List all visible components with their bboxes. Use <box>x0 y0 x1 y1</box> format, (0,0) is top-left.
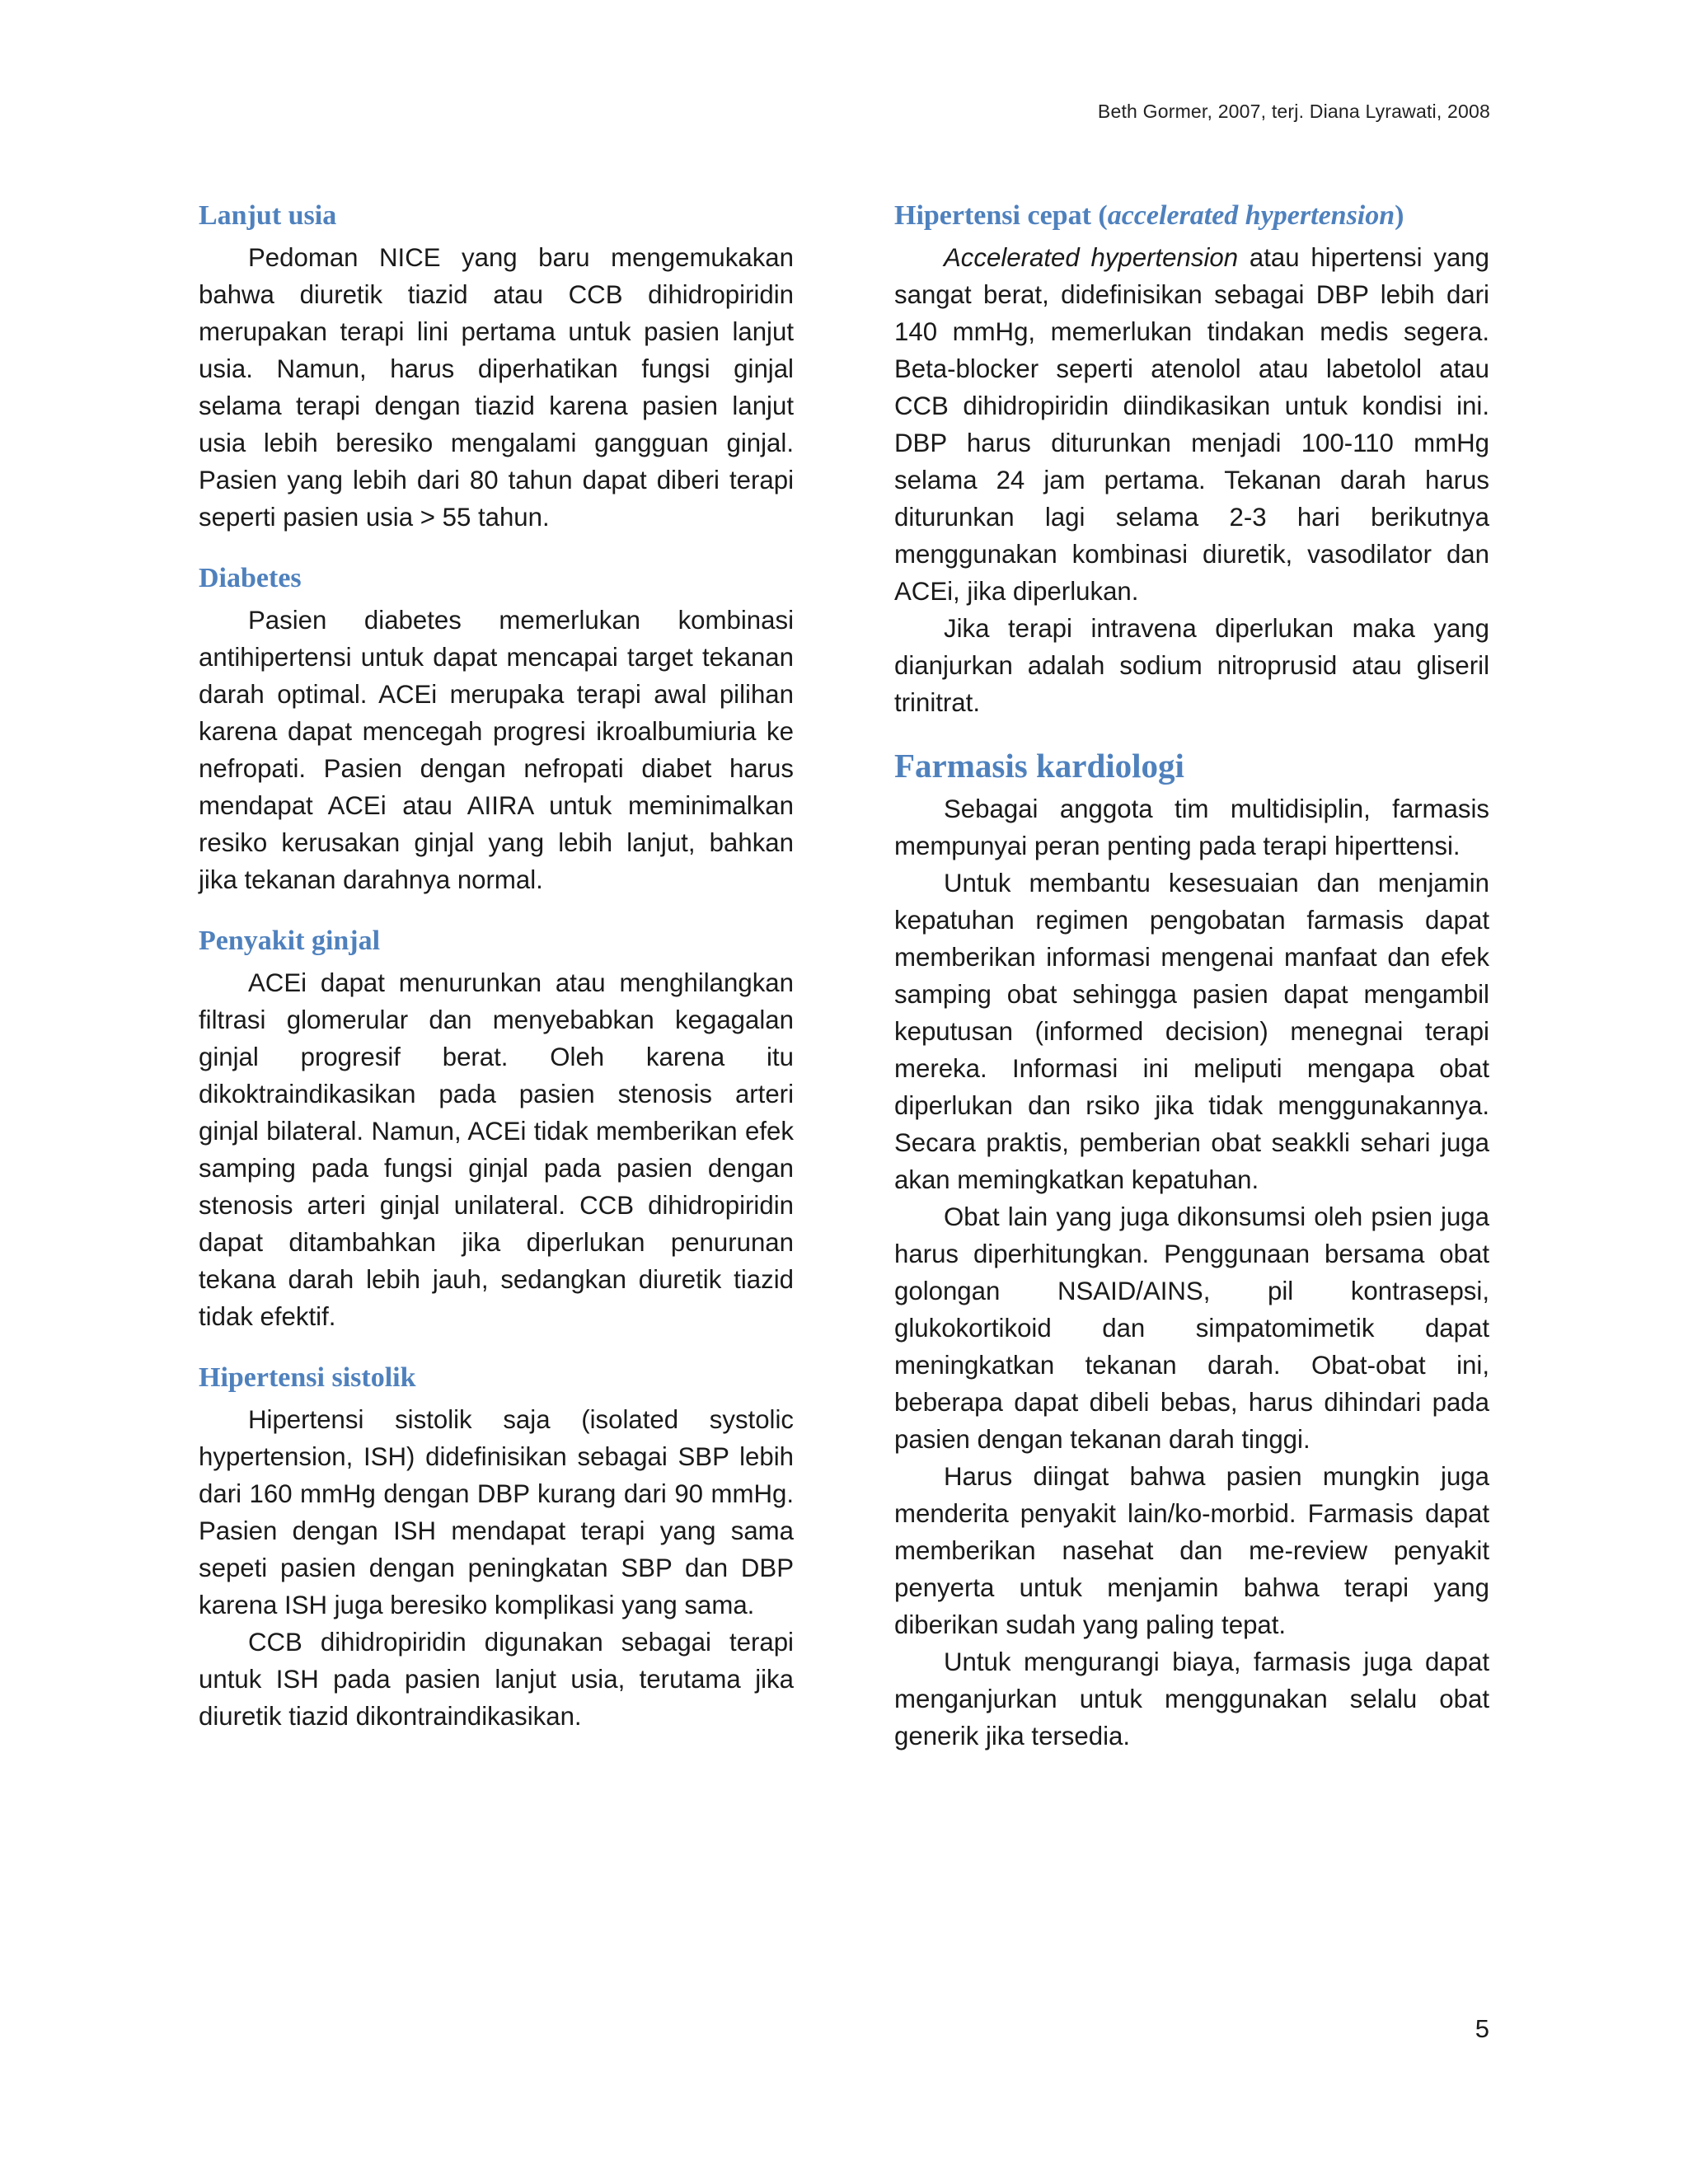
paragraph: Sebagai anggota tim multidisiplin, farmasis mempunyai peran penting pada terapi hiperttensi. <box>894 794 1489 860</box>
paragraph: Harus diingat bahwa pasien mungkin juga menderita penyakit lain/ko-morbid. Farmasis dapat memberikan nasehat dan me-review penyakit penyerta untuk menjamin bahwa terapi yang diberikan sudah yang paling tepat. <box>894 1462 1489 1639</box>
italic-term: Accelerated hypertension <box>944 243 1239 272</box>
paragraph <box>894 239 1489 610</box>
running-header: Beth Gormer, 2007, terj. Diana Lyrawati, 2008 <box>1097 101 1490 122</box>
paragraph: Untuk membantu kesesuaian dan menjamin kepatuhan regimen pengobatan farmasis dapat memberikan informasi mengenai manfaat dan efek samping obat sehingga pasien dapat mengambil keputusan (informed decision) menegnai terapi mereka. Informasi ini meliputi mengapa obat diperlukan dan rsiko jika tidak menggunakannya. Secara praktis, pemberian obat seakkli sehari juga akan memingkatkan kepatuhan. <box>894 869 1489 1194</box>
heading-diabetes: Diabetes <box>199 563 302 593</box>
paragraph: Pasien diabetes memerlukan kombinasi antihipertensi untuk dapat mencapai target tekanan darah optimal. ACEi merupaka terapi awal pilihan karena dapat mencegah progresi ikroalbumiuria ke nefropati. Pasien dengan nefropati diabet harus mendapat ACEi atau AIIRA untuk meminimalkan resiko kerusakan ginjal yang lebih lanjut, bahkan jika tekanan darahnya normal. <box>199 606 794 894</box>
paragraph: CCB dihidropiridin digunakan sebagai terapi untuk ISH pada pasien lanjut usia, terutama jika diuretik tiazid dikontraindikasikan. <box>199 1628 794 1731</box>
heading-text: Hipertensi cepat ( <box>894 200 1108 231</box>
paragraph-text: atau hipertensi yang sangat berat, didefinisikan sebagai DBP lebih dari 140 mmHg, memerlukan tindakan medis segera. Beta-blocker seperti atenolol atau labetolol atau CCB dihidropiridin diindikasikan untuk kondisi ini. DBP harus diturunkan menjadi 100-110 mmHg selama 24 jam pertama. Tekanan darah harus diturunkan lagi selama 2-3 hari berikutnya menggunakan kombinasi diuretik, vasodilator dan ACEi, jika diperlukan. <box>894 243 1489 606</box>
paragraph: Hipertensi sistolik saja (isolated systolic hypertension, ISH) didefinisikan sebagai SBP lebih dari 160 mmHg dengan DBP kurang dari 90 mmHg. Pasien dengan ISH mendapat terapi yang sama sepeti pasien dengan peningkatan SBP dan DBP karena ISH juga beresiko komplikasi yang sama. <box>199 1405 794 1619</box>
heading-text: ) <box>1395 200 1404 231</box>
paragraph: Pedoman NICE yang baru mengemukakan bahwa diuretik tiazid atau CCB dihidropiridin merupakan terapi lini pertama untuk pasien lanjut usia. Namun, harus diperhatikan fungsi ginjal selama terapi dengan tiazid karena pasien lanjut usia lebih beresiko mengalami gangguan ginjal. Pasien yang lebih dari 80 tahun dapat diberi terapi seperti pasien usia > 55 tahun. <box>199 243 794 532</box>
paragraph: ACEi dapat menurunkan atau menghilangkan filtrasi glomerular dan menyebabkan kegagalan ginjal progresif berat. Oleh karena itu dikoktraindikasikan pada pasien stenosis arteri ginjal bilateral. Namun, ACEi tidak memberikan efek samping pada fungsi ginjal pada pasien dengan stenosis arteri ginjal unilateral. CCB dihidropiridin dapat ditambahkan jika diperlukan penurunan tekana darah lebih jauh, sedangkan diuretik tiazid tidak efektif. <box>199 968 794 1331</box>
right-column <box>894 198 1489 1755</box>
paragraph: Untuk mengurangi biaya, farmasis juga dapat menganjurkan untuk menggunakan selalu obat generik jika tersedia. <box>894 1647 1489 1750</box>
heading-hipertensi-sistolik: Hipertensi sistolik <box>199 1362 416 1393</box>
paragraph: Jika terapi intravena diperlukan maka yang dianjurkan adalah sodium nitroprusid atau gliseril trinitrat. <box>894 614 1489 717</box>
heading-italic-text: accelerated hypertension <box>1107 200 1395 231</box>
left-column <box>199 198 794 1735</box>
heading-lanjut-usia: Lanjut usia <box>199 200 337 231</box>
page-number: 5 <box>1475 2014 1489 2043</box>
paragraph: Obat lain yang juga dikonsumsi oleh psien juga harus diperhitungkan. Penggunaan bersama obat golongan NSAID/AINS, pil kontrasepsi, glukokortikoid dan simpatomimetik dapat meningkatkan tekanan darah. Obat-obat ini, beberapa dapat dibeli bebas, harus dihindari pada pasien dengan tekanan darah tinggi. <box>894 1202 1489 1454</box>
heading-penyakit-ginjal: Penyakit ginjal <box>199 926 381 956</box>
heading-hipertensi-cepat <box>894 198 1489 234</box>
heading-farmasis-kardiologi: Farmasis kardiologi <box>894 747 1184 785</box>
